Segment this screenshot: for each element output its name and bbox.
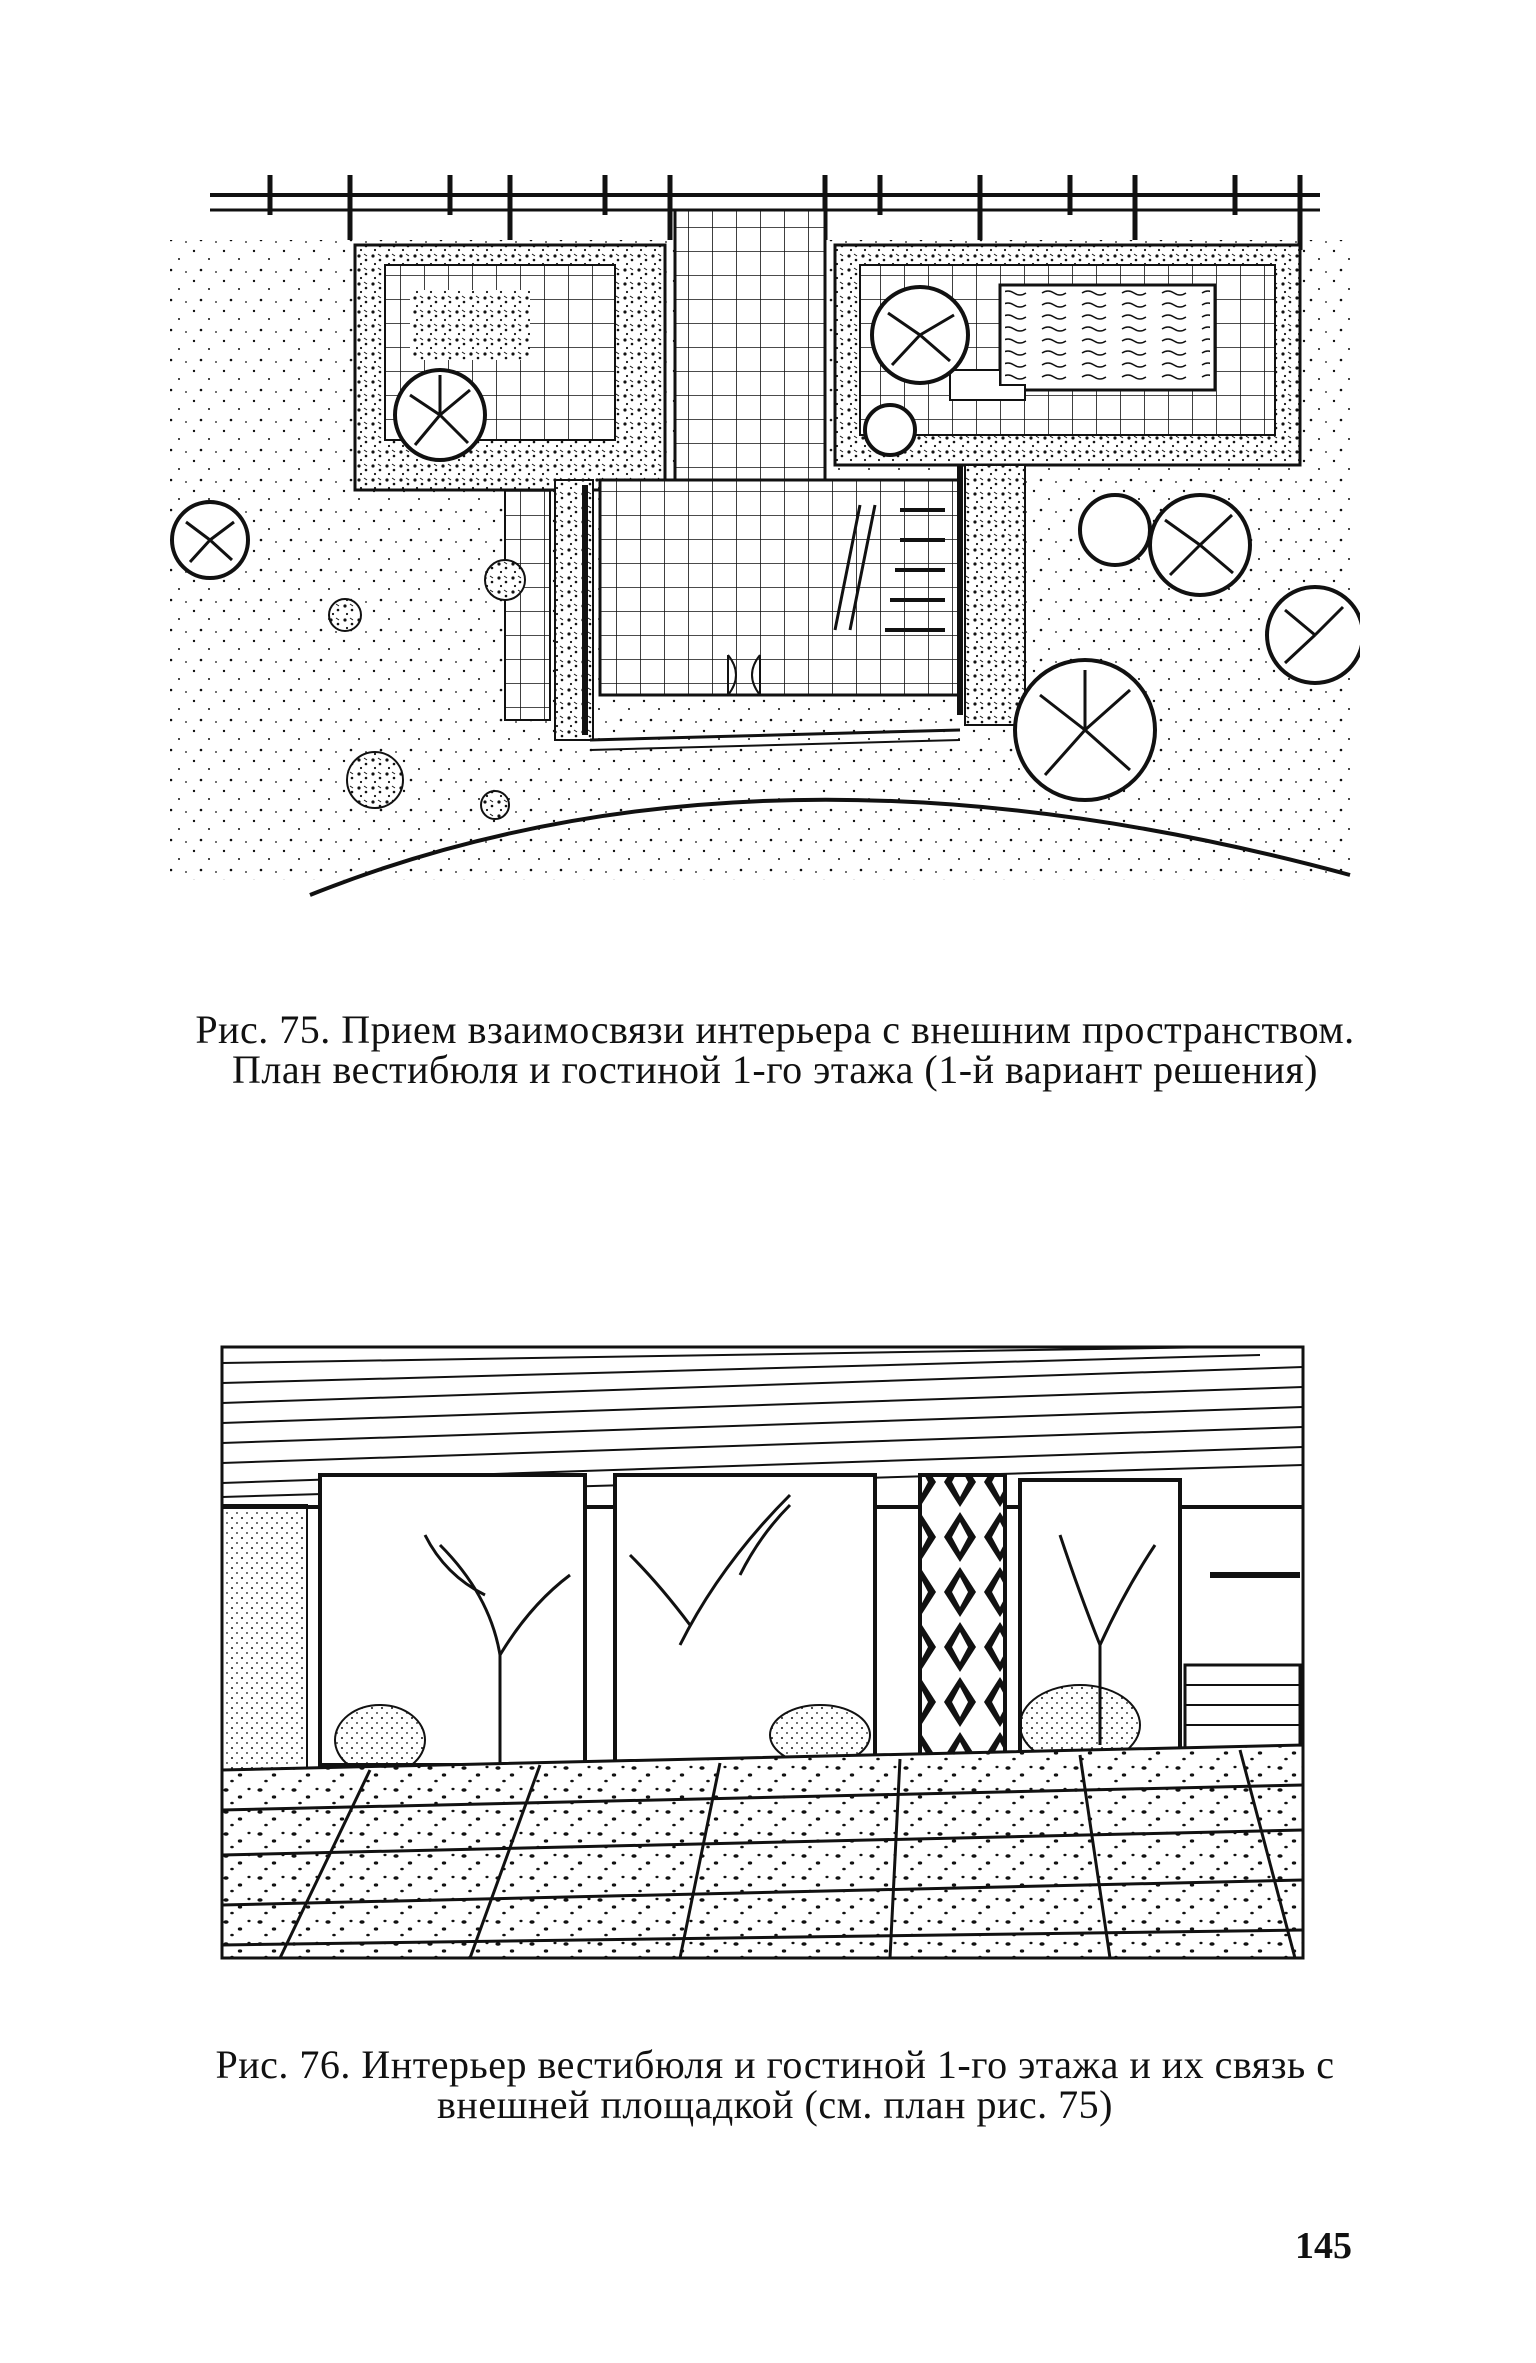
page-number: 145 <box>1295 2225 1352 2267</box>
figure-76-caption-line2: внешней площадкой (см. план рис. 75) <box>437 2082 1113 2127</box>
figure-76-caption <box>150 2042 1400 2127</box>
interior-perspective-drawing <box>220 1345 1305 1960</box>
figure-75-floor-plan <box>160 155 1360 905</box>
figure-75-caption-line1: Рис. 75. Прием взаимосвязи интерьера с внешним пространством. <box>195 1007 1355 1052</box>
figure-75-caption <box>150 1007 1400 1092</box>
figure-75-caption-line2: План вестибюля и гостиной 1-го этажа (1-й вариант решения) <box>232 1047 1318 1092</box>
figure-76-interior-view <box>220 1345 1305 1960</box>
floor-plan-drawing <box>160 155 1360 905</box>
figure-76-caption-line1: Рис. 76. Интерьер вестибюля и гостиной 1-го этажа и их связь с <box>215 2042 1335 2087</box>
